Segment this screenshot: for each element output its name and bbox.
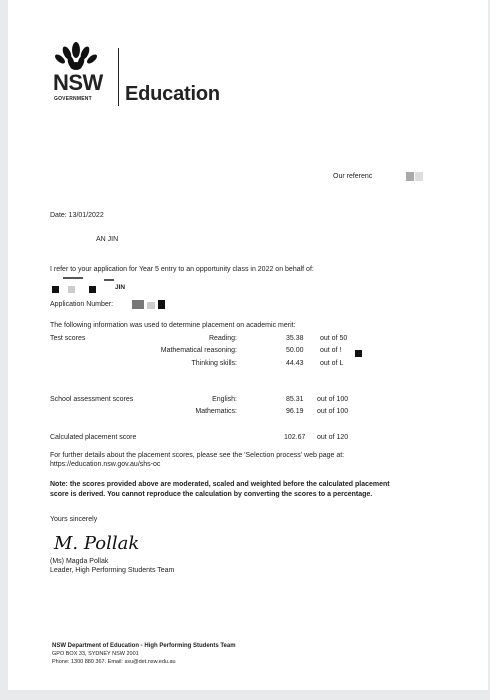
math-reasoning-label: Mathematical reasoning: — [160, 347, 237, 354]
reference-label: Our referenc — [333, 173, 373, 180]
english-label: English: — [212, 396, 237, 403]
thinking-skills-score: 44.43 — [286, 360, 304, 367]
redaction-block — [104, 279, 114, 281]
english-score: 85.31 — [286, 396, 304, 403]
redaction-block — [63, 277, 83, 279]
intro-text: I refer to your application for Year 5 entry to an opportunity class in 2022 on behalf of: — [50, 266, 314, 273]
details-line-1: For further details about the placement scores, please see the 'Selection process' web page at: — [50, 452, 345, 459]
mathematics-out-of: out of 100 — [317, 408, 349, 415]
redaction-block — [89, 286, 96, 293]
letter-page — [8, 0, 488, 690]
test-scores-label: Test scores — [50, 335, 86, 342]
signatory-title: Leader, High Performing Students Team — [50, 567, 175, 574]
logo-government: GOVERNMENT — [54, 96, 92, 102]
footer-contact: Phone: 1300 880 367. Email: ssu@det.nsw.edu.au — [52, 659, 176, 665]
note-line-2: score is derived. You cannot reproduce the calculation by converting the scores to a percentage. — [50, 491, 373, 498]
math-reasoning-out-of: out of ! — [320, 347, 342, 354]
logo-brand: NSW — [53, 70, 103, 95]
school-scores-label: School assessment scores — [50, 396, 134, 403]
redaction-block — [355, 350, 362, 357]
reading-score: 35.38 — [286, 335, 304, 342]
redaction-block — [68, 286, 75, 293]
mathematics-label: Mathematics: — [195, 408, 237, 415]
thinking-skills-out-of: out of L — [320, 360, 344, 367]
reading-out-of: out of 50 — [320, 335, 348, 342]
redaction-block — [132, 300, 144, 309]
redaction-block — [158, 300, 165, 309]
redaction-block — [147, 302, 155, 309]
thinking-skills-label: Thinking skills: — [191, 360, 237, 367]
waratah-logo-icon — [53, 42, 99, 72]
signature: M. Pollak — [54, 533, 140, 554]
english-out-of: out of 100 — [317, 396, 349, 403]
student-name: JIN — [115, 284, 126, 291]
calculated-score: 102.67 — [284, 434, 306, 441]
mathematics-score: 96.19 — [286, 408, 304, 415]
calculated-label: Calculated placement score — [50, 434, 137, 441]
footer-title: NSW Department of Education - High Performing Students Team — [52, 643, 236, 649]
letter-date: Date: 13/01/2022 — [50, 212, 104, 219]
recipient-name: AN JIN — [96, 236, 119, 243]
reading-label: Reading: — [208, 335, 237, 342]
signatory-name: (Ms) Magda Pollak — [50, 558, 109, 565]
math-reasoning-score: 50.00 — [286, 347, 304, 354]
redaction-block — [415, 172, 423, 181]
logo-education: Education — [125, 83, 220, 105]
application-number-label: Application Number: — [50, 301, 114, 308]
calculated-out-of: out of 120 — [317, 434, 349, 441]
redaction-block — [406, 172, 414, 181]
closing: Yours sincerely — [50, 516, 98, 523]
footer-address: GPO BOX 33, SYDNEY NSW 2001 — [52, 651, 139, 657]
note-line-1: Note: the scores provided above are moderated, scaled and weighted before the calculated placement — [50, 481, 390, 488]
redaction-block — [52, 286, 59, 293]
logo-divider — [118, 48, 119, 106]
info-line: The following information was used to determine placement on academic merit: — [50, 322, 296, 329]
details-url: https://education.nsw.gov.au/shs-oc — [50, 461, 161, 468]
